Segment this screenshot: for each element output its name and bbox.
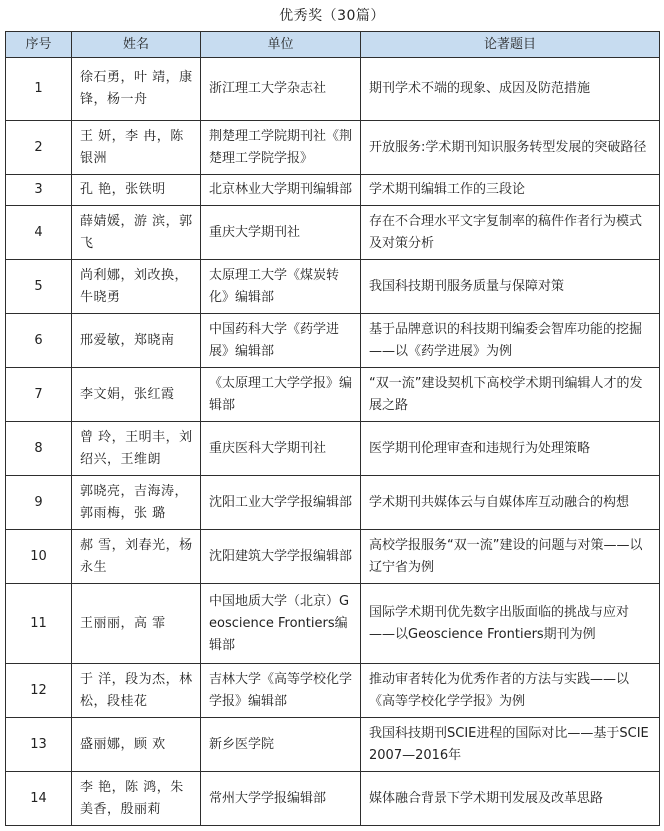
table-header-row bbox=[6, 32, 660, 58]
table-row bbox=[6, 584, 660, 664]
row-unit: 沈阳工业大学学报编辑部 bbox=[201, 476, 361, 530]
row-names: 盛丽娜，顾 欢 bbox=[72, 718, 201, 772]
table-row bbox=[6, 718, 660, 772]
row-topic: 期刊学术不端的现象、成因及防范措施 bbox=[361, 58, 660, 121]
row-names: 邢爱敏，郑晓南 bbox=[72, 314, 201, 368]
row-unit: 中国地质大学（北京）Geoscience Frontiers编辑部 bbox=[201, 584, 361, 664]
row-names: 徐石勇，叶 靖，康 锋，杨一舟 bbox=[72, 58, 201, 121]
table-row bbox=[6, 422, 660, 476]
row-names: 薛婧媛，游 滨，郭 飞 bbox=[72, 206, 201, 260]
table-row bbox=[6, 314, 660, 368]
row-topic: 开放服务:学术期刊知识服务转型发展的突破路径 bbox=[361, 121, 660, 175]
table-row bbox=[6, 530, 660, 584]
row-index: 12 bbox=[6, 664, 72, 718]
row-index: 5 bbox=[6, 260, 72, 314]
row-topic: 媒体融合背景下学术期刊发展及改革思路 bbox=[361, 772, 660, 826]
row-unit: 常州大学学报编辑部 bbox=[201, 772, 361, 826]
header-index: 序号 bbox=[6, 32, 72, 58]
row-index: 2 bbox=[6, 121, 72, 175]
row-index: 4 bbox=[6, 206, 72, 260]
row-topic: 学术期刊共媒体云与自媒体库互动融合的构想 bbox=[361, 476, 660, 530]
row-topic: 我国科技期刊服务质量与保障对策 bbox=[361, 260, 660, 314]
table-row bbox=[6, 121, 660, 175]
row-topic: 推动审者转化为优秀作者的方法与实践——以《高等学校化学学报》为例 bbox=[361, 664, 660, 718]
row-index: 8 bbox=[6, 422, 72, 476]
header-name: 姓名 bbox=[72, 32, 201, 58]
header-topic: 论著题目 bbox=[361, 32, 660, 58]
table-row bbox=[6, 664, 660, 718]
row-unit: 重庆大学期刊社 bbox=[201, 206, 361, 260]
row-names: 李 艳，陈 鸿，朱美香，殷丽莉 bbox=[72, 772, 201, 826]
table-row bbox=[6, 175, 660, 206]
row-unit: 浙江理工大学杂志社 bbox=[201, 58, 361, 121]
table-row bbox=[6, 772, 660, 826]
row-unit: 荆楚理工学院期刊社《荆楚理工学院学报》 bbox=[201, 121, 361, 175]
row-index: 11 bbox=[6, 584, 72, 664]
row-names: 郝 雪，刘春光，杨永生 bbox=[72, 530, 201, 584]
row-topic: 存在不合理水平文字复制率的稿件作者行为模式及对策分析 bbox=[361, 206, 660, 260]
awards-table bbox=[5, 31, 660, 826]
row-unit: 重庆医科大学期刊社 bbox=[201, 422, 361, 476]
table-row bbox=[6, 58, 660, 121]
row-index: 10 bbox=[6, 530, 72, 584]
page-title: 优秀奖（30篇） bbox=[279, 8, 385, 24]
row-index: 6 bbox=[6, 314, 72, 368]
header-unit: 单位 bbox=[201, 32, 361, 58]
row-unit: 中国药科大学《药学进展》编辑部 bbox=[201, 314, 361, 368]
row-names: 王 妍，李 冉，陈银洲 bbox=[72, 121, 201, 175]
row-names: 尚利娜，刘改换，牛晓勇 bbox=[72, 260, 201, 314]
row-index: 7 bbox=[6, 368, 72, 422]
row-index: 14 bbox=[6, 772, 72, 826]
row-topic: 基于品牌意识的科技期刊编委会智库功能的挖掘——以《药学进展》为例 bbox=[361, 314, 660, 368]
row-names: 李文娟，张红霞 bbox=[72, 368, 201, 422]
row-unit: 北京林业大学期刊编辑部 bbox=[201, 175, 361, 206]
row-unit: 《太原理工大学学报》编辑部 bbox=[201, 368, 361, 422]
row-topic: 高校学报服务“双一流”建设的问题与对策——以辽宁省为例 bbox=[361, 530, 660, 584]
row-index: 3 bbox=[6, 175, 72, 206]
row-unit: 新乡医学院 bbox=[201, 718, 361, 772]
row-index: 13 bbox=[6, 718, 72, 772]
row-unit: 吉林大学《高等学校化学学报》编辑部 bbox=[201, 664, 361, 718]
row-topic: 医学期刊伦理审查和违规行为处理策略 bbox=[361, 422, 660, 476]
row-names: 王丽丽，高 霏 bbox=[72, 584, 201, 664]
table-row bbox=[6, 368, 660, 422]
row-topic: 学术期刊编辑工作的三段论 bbox=[361, 175, 660, 206]
table-row bbox=[6, 476, 660, 530]
table-body bbox=[6, 58, 660, 826]
row-names: 孔 艳，张铁明 bbox=[72, 175, 201, 206]
row-topic: 国际学术期刊优先数字出版面临的挑战与应对——以Geoscience Frontiers期刊为例 bbox=[361, 584, 660, 664]
row-index: 1 bbox=[6, 58, 72, 121]
table-row bbox=[6, 206, 660, 260]
row-topic: 我国科技期刊SCIE进程的国际对比——基于SCIE 2007—2016年 bbox=[361, 718, 660, 772]
row-names: 于 洋，段为杰，林 松，段桂花 bbox=[72, 664, 201, 718]
row-names: 曾 玲，王明丰，刘绍兴，王维朗 bbox=[72, 422, 201, 476]
row-topic: “双一流”建设契机下高校学术期刊编辑人才的发展之路 bbox=[361, 368, 660, 422]
row-unit: 太原理工大学《煤炭转化》编辑部 bbox=[201, 260, 361, 314]
row-names: 郭晓亮，吉海涛，郭雨梅，张 璐 bbox=[72, 476, 201, 530]
row-index: 9 bbox=[6, 476, 72, 530]
row-unit: 沈阳建筑大学学报编辑部 bbox=[201, 530, 361, 584]
table-row bbox=[6, 260, 660, 314]
